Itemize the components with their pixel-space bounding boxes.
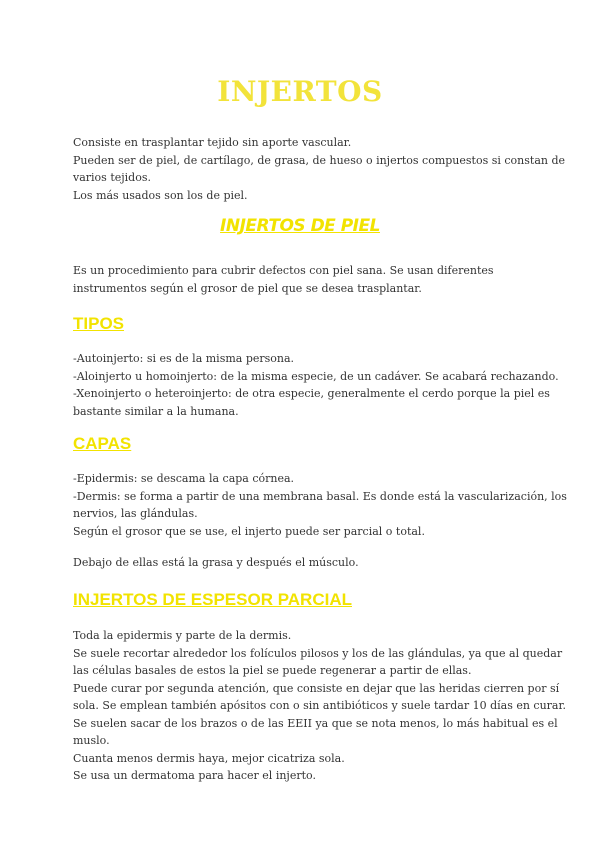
text-line: Los más usados son los de piel. bbox=[73, 188, 248, 202]
text-line: sola. Se emplean también apósitos con o sin antibióticos y suele tardar 10 días en curar. bbox=[73, 699, 567, 712]
text-line: -Autoinjerto: si es de la misma persona. bbox=[73, 352, 295, 365]
text-line: varios tejidos. bbox=[73, 171, 151, 184]
text-line: las células basales de estos la piel se puede regenerar a partir de ellas. bbox=[73, 664, 472, 677]
text-line: Toda la epidermis y parte de la dermis. bbox=[73, 629, 292, 642]
section-title-injertos-de-piel: INJERTOS DE PIEL bbox=[220, 216, 380, 236]
text-line: Según el grosor que se use, el injerto puede ser parcial o total. bbox=[73, 524, 425, 538]
text-line: instrumentos según el grosor de piel que se desea trasplantar. bbox=[73, 281, 422, 295]
text-line: Consiste en trasplantar tejido sin aporte vascular. bbox=[73, 136, 352, 149]
tipos-paragraph bbox=[73, 350, 559, 420]
capas-paragraph bbox=[73, 470, 567, 540]
skin-intro-paragraph bbox=[73, 262, 533, 297]
page-title: INJERTOS bbox=[217, 75, 383, 108]
text-line: Debajo de ellas está la grasa y después el músculo. bbox=[73, 556, 359, 569]
text-line: nervios, las glándulas. bbox=[73, 507, 198, 520]
text-line: -Epidermis: se descama la capa córnea. bbox=[73, 472, 295, 485]
text-line: Se usa un dermatoma para hacer el injerto. bbox=[73, 769, 316, 782]
text-line: muslo. bbox=[73, 734, 110, 747]
text-line: bastante similar a la humana. bbox=[73, 404, 239, 418]
heading-injertos-espesor-parcial: INJERTOS DE ESPESOR PARCIAL bbox=[73, 590, 352, 609]
text-line: -Dermis: se forma a partir de una membrana basal. Es donde está la vascularización, los bbox=[73, 489, 567, 503]
text-line: Puede curar por segunda atención, que consiste en dejar que las heridas cierren por sí bbox=[73, 681, 560, 695]
text-line: Es un procedimiento para cubrir defectos con piel sana. Se usan diferentes bbox=[73, 264, 494, 277]
text-line: -Aloinjerto u homoinjerto: de la misma especie, de un cadáver. Se acabará rechazando. bbox=[73, 369, 559, 383]
text-line: Cuanta menos dermis haya, mejor cicatriza sola. bbox=[73, 751, 345, 765]
text-line: Se suelen sacar de los brazos o de las EEII ya que se nota menos, lo más habitual es el bbox=[73, 716, 558, 730]
parcial-paragraph bbox=[73, 627, 567, 785]
heading-tipos: TIPOS bbox=[73, 314, 125, 333]
intro-paragraph bbox=[73, 134, 566, 204]
text-line: Pueden ser de piel, de cartílago, de grasa, de hueso o injertos compuestos si constan de bbox=[73, 153, 566, 167]
heading-capas: CAPAS bbox=[73, 434, 132, 453]
capas-note bbox=[73, 554, 533, 572]
text-line: Se suele recortar alrededor los folículos pilosos y los de las glándulas, ya que al quedar bbox=[73, 646, 563, 660]
text-line: -Xenoinjerto o heteroinjerto: de otra especie, generalmente el cerdo porque la piel es bbox=[73, 387, 550, 400]
